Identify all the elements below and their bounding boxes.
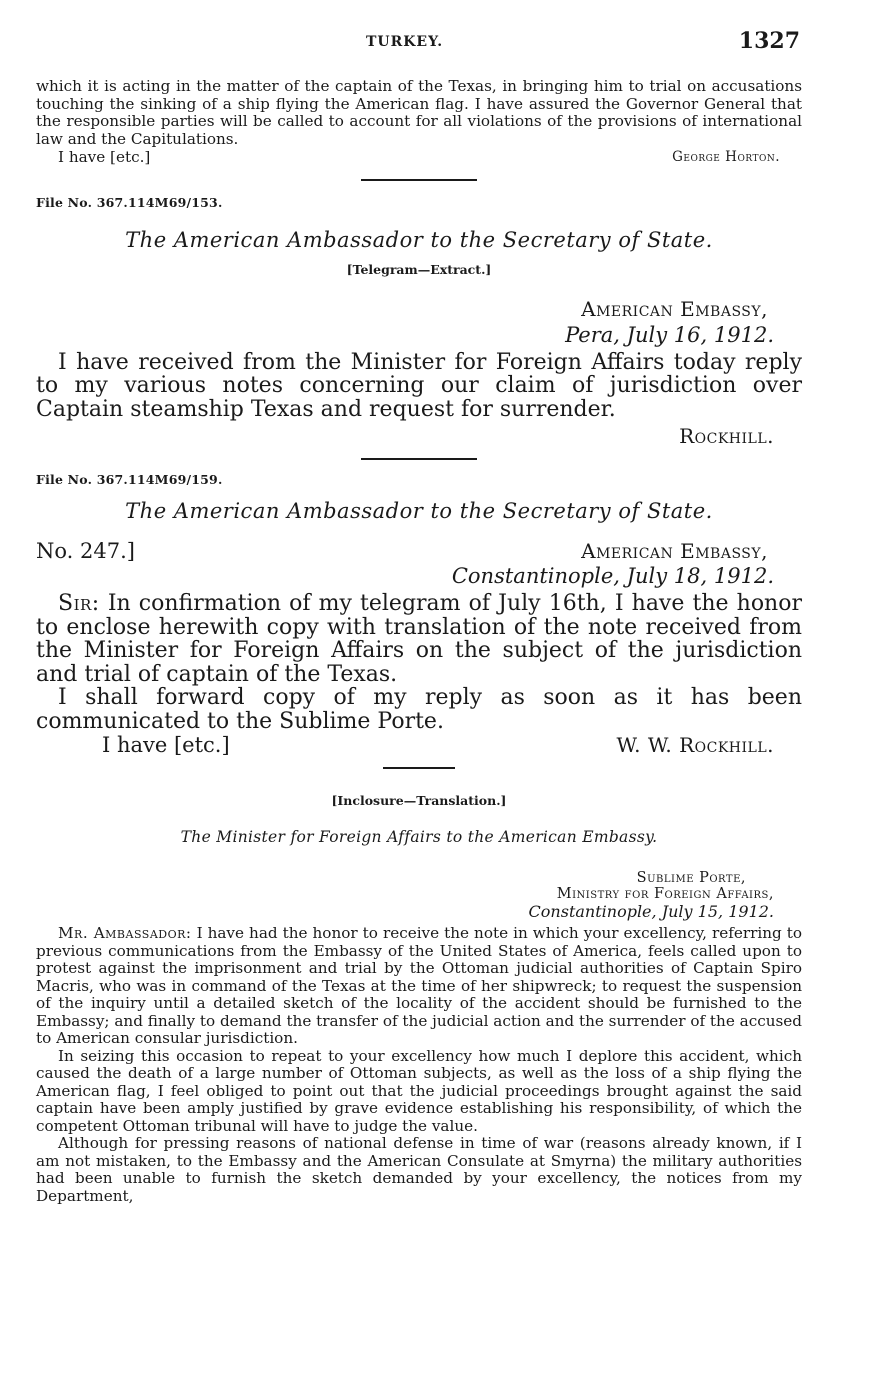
- despatch-paragraph: I shall forward copy of my reply as soon as it has been communicated to the Sublime Porte.: [36, 685, 802, 734]
- note-paragraph: Although for pressing reasons of national defense in time of war (reasons already known, if I am not mistaken, to the Embassy and the American Consulate at Smyrna) the military authorities had been unable to furnish the sketch demanded by your excellency, the notices from my Department,: [36, 1134, 802, 1205]
- sender-location: American Embassy,: [581, 539, 768, 563]
- signature: George Horton.: [672, 149, 780, 165]
- file-number: File No. 367.114M69/159.: [36, 472, 223, 487]
- document-heading: The American Ambassador to the Secretary of State.: [125, 227, 713, 252]
- telegram-body: I have received from the Minister for Foreign Affairs today reply to my various notes concerning our claim of jurisdiction over Captain steamship Texas and request for surrender.: [36, 349, 802, 422]
- date-line: Constantinople, July 18, 1912.: [451, 564, 774, 588]
- salutation: Sir:: [58, 591, 100, 616]
- note-paragraph: [36, 925, 802, 1048]
- running-head-title: TURKEY.: [366, 34, 444, 50]
- section-divider: [383, 767, 455, 769]
- salutation: Mr. Ambassador:: [58, 924, 192, 942]
- document-type-note: [Inclosure—Translation.]: [331, 793, 507, 808]
- sender-department: Ministry for Foreign Affairs,: [556, 886, 774, 902]
- sender-location: American Embassy,: [581, 296, 768, 321]
- closing-text: I have [etc.]: [102, 733, 230, 757]
- document-heading: The American Ambassador to the Secretary of State.: [125, 499, 713, 523]
- despatch-header-row: [36, 539, 802, 563]
- despatch-paragraph: [36, 592, 802, 686]
- note-paragraph: In seizing this occasion to repeat to your excellency how much I deplore this accident, which caused the death of a large number of Ottoman subjects, as well as the loss of a ship flying the American flag, I feel obliged to point out that the judicial proceedings brought against the said captain have been amply justified by grave evidence establishing his responsibility, of which the competent Ottoman tribunal will have to judge the value.: [36, 1046, 802, 1135]
- despatch-number: No. 247.]: [36, 539, 135, 563]
- sender-location: Sublime Porte,: [636, 870, 746, 886]
- paragraph-text: In confirmation of my telegram of July 16th, I have the honor to enclose herewith copy with translation of the note received from the Minister for Foreign Affairs on the subject of the jurisdiction and trial of captain of the Texas.: [36, 591, 802, 687]
- closing-row: [36, 733, 802, 757]
- running-head: [36, 28, 802, 56]
- signature: Rockhill.: [679, 424, 774, 448]
- paragraph-text: I have had the honor to receive the note in which your excellency, referring to previous communications from the Embassy of the United States of America, feels called upon to protest against the imprisonment and trial by the Ottoman judicial authorities of Captain Spiro Macris, who was in command of the Texas at the time of her shipwreck; to request the suspension of the inquiry until a detailed sketch of the locality of the accident should be furnished to the Embassy; and finally to demand the transfer of the judicial action and the surrender of the accused to American consular jurisdiction.: [36, 924, 803, 1047]
- section-divider: [361, 179, 477, 181]
- closing-text: I have [etc.]: [58, 148, 151, 166]
- document-type-note: [Telegram—Extract.]: [346, 261, 492, 277]
- closing-row: [36, 149, 802, 167]
- file-number: File No. 367.114M69/153.: [36, 194, 223, 210]
- page-number: 1327: [738, 28, 800, 54]
- section-divider: [361, 458, 477, 460]
- document-page: [36, 28, 802, 1205]
- date-line: Pera, July 16, 1912.: [565, 322, 774, 347]
- document-heading: The Minister for Foreign Affairs to the American Embassy.: [180, 828, 658, 846]
- signature: W. W. Rockhill.: [616, 733, 774, 757]
- date-line: Constantinople, July 15, 1912.: [528, 902, 774, 921]
- continued-paragraph: which it is acting in the matter of the captain of the Texas, in bringing him to trial on accusations touching the sinking of a ship flying the American flag. I have assured the Governor General that the responsible parties will be called to account for all violations of the provisions of international law and the Capitulations.: [36, 77, 802, 148]
